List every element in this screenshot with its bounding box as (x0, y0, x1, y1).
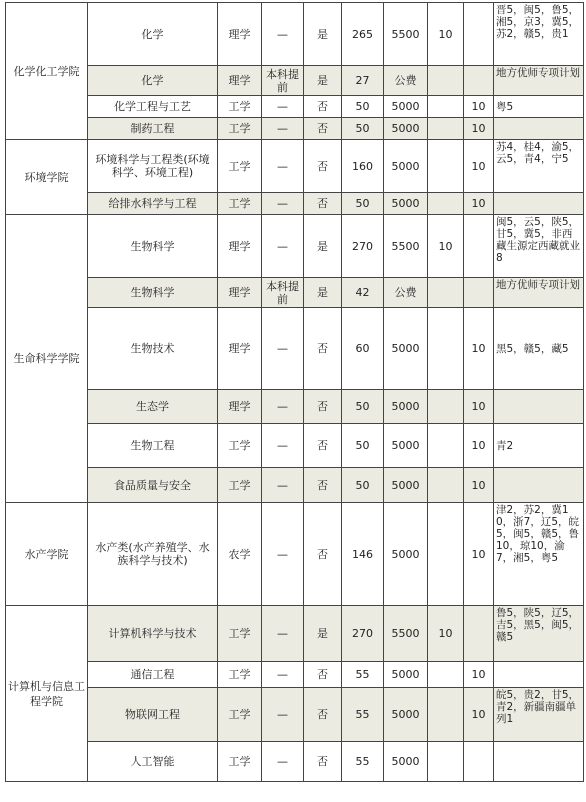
table-row (6, 468, 584, 503)
table-row (6, 96, 584, 118)
flag-cell: 否 (304, 424, 342, 468)
col8-cell: 10 (464, 118, 494, 140)
batch-cell: — (262, 140, 304, 193)
batch-cell: — (262, 118, 304, 140)
batch-cell: — (262, 390, 304, 424)
col7-cell (428, 424, 464, 468)
fee-cell: 5000 (384, 662, 428, 688)
major-cell: 环境科学与工程类(环境科学、环境工程) (88, 140, 218, 193)
batch-cell: — (262, 193, 304, 215)
batch-cell: — (262, 308, 304, 390)
table-row (6, 140, 584, 193)
category-cell: 工学 (218, 606, 262, 662)
note-cell: 津2，苏2，冀10，浙7，辽5，皖5，闽5，赣5，鲁10，琼10，渝7，湘5，粤5 (494, 503, 584, 606)
category-cell: 工学 (218, 96, 262, 118)
note-cell (494, 118, 584, 140)
category-cell: 工学 (218, 193, 262, 215)
note-cell: 地方优师专项计划 (494, 66, 584, 96)
major-cell: 制药工程 (88, 118, 218, 140)
category-cell: 理学 (218, 278, 262, 308)
col8-cell: 10 (464, 503, 494, 606)
score-cell: 55 (342, 688, 384, 742)
batch-cell: — (262, 468, 304, 503)
category-cell: 工学 (218, 118, 262, 140)
score-cell: 50 (342, 96, 384, 118)
batch-cell: — (262, 742, 304, 782)
college-name: 化学化工学院 (6, 3, 88, 140)
col7-cell (428, 278, 464, 308)
batch-cell: — (262, 606, 304, 662)
note-cell (494, 193, 584, 215)
major-cell: 生物工程 (88, 424, 218, 468)
note-cell (494, 390, 584, 424)
score-cell: 270 (342, 606, 384, 662)
batch-cell: 本科提前 (262, 66, 304, 96)
batch-cell: — (262, 215, 304, 278)
major-cell: 生态学 (88, 390, 218, 424)
major-cell: 通信工程 (88, 662, 218, 688)
score-cell: 55 (342, 742, 384, 782)
col8-cell: 10 (464, 468, 494, 503)
score-cell: 50 (342, 468, 384, 503)
table-row (6, 278, 584, 308)
note-cell: 闽5，云5，陕5，甘5，冀5，非西藏生源定西藏就业8 (494, 215, 584, 278)
college-name: 环境学院 (6, 140, 88, 215)
college-name: 生命科学学院 (6, 215, 88, 503)
flag-cell: 否 (304, 662, 342, 688)
col7-cell (428, 118, 464, 140)
score-cell: 160 (342, 140, 384, 193)
fee-cell: 5000 (384, 688, 428, 742)
flag-cell: 否 (304, 193, 342, 215)
score-cell: 55 (342, 662, 384, 688)
major-cell: 生物技术 (88, 308, 218, 390)
major-cell: 化学工程与工艺 (88, 96, 218, 118)
category-cell: 工学 (218, 468, 262, 503)
col7-cell: 10 (428, 3, 464, 66)
flag-cell: 否 (304, 118, 342, 140)
col7-cell: 10 (428, 606, 464, 662)
category-cell: 工学 (218, 688, 262, 742)
col7-cell (428, 688, 464, 742)
fee-cell: 5500 (384, 3, 428, 66)
batch-cell: — (262, 424, 304, 468)
score-cell: 50 (342, 118, 384, 140)
col8-cell: 10 (464, 424, 494, 468)
table-row (6, 308, 584, 390)
score-cell: 265 (342, 3, 384, 66)
note-cell: 青2 (494, 424, 584, 468)
category-cell: 理学 (218, 66, 262, 96)
flag-cell: 否 (304, 468, 342, 503)
col8-cell (464, 3, 494, 66)
fee-cell: 5500 (384, 215, 428, 278)
col7-cell (428, 662, 464, 688)
table-row (6, 215, 584, 278)
fee-cell: 5000 (384, 742, 428, 782)
flag-cell: 否 (304, 308, 342, 390)
note-cell (494, 662, 584, 688)
category-cell: 工学 (218, 742, 262, 782)
flag-cell: 否 (304, 742, 342, 782)
table-row (6, 66, 584, 96)
table-row (6, 503, 584, 606)
major-cell: 人工智能 (88, 742, 218, 782)
category-cell: 工学 (218, 662, 262, 688)
col7-cell (428, 140, 464, 193)
flag-cell: 是 (304, 3, 342, 66)
flag-cell: 否 (304, 688, 342, 742)
note-cell: 皖5，贵2，甘5，青2，新疆南疆单列1 (494, 688, 584, 742)
major-cell: 生物科学 (88, 278, 218, 308)
col8-cell: 10 (464, 688, 494, 742)
table-row (6, 193, 584, 215)
col8-cell (464, 66, 494, 96)
col8-cell: 10 (464, 308, 494, 390)
flag-cell: 是 (304, 606, 342, 662)
note-cell: 粤5 (494, 96, 584, 118)
col7-cell (428, 468, 464, 503)
col8-cell: 10 (464, 193, 494, 215)
score-cell: 146 (342, 503, 384, 606)
col8-cell (464, 215, 494, 278)
col7-cell (428, 308, 464, 390)
note-cell: 苏4，桂4，渝5，云5，青4，宁5 (494, 140, 584, 193)
table-row (6, 118, 584, 140)
note-cell (494, 468, 584, 503)
fee-cell: 5000 (384, 308, 428, 390)
college-name: 水产学院 (6, 503, 88, 606)
score-cell: 50 (342, 390, 384, 424)
table-row (6, 424, 584, 468)
fee-cell: 5000 (384, 468, 428, 503)
col7-cell (428, 390, 464, 424)
note-cell: 晋5，闽5，鲁5，湘5，京3，冀5，苏2，赣5，贵1 (494, 3, 584, 66)
major-cell: 食品质量与安全 (88, 468, 218, 503)
col8-cell: 10 (464, 662, 494, 688)
major-cell: 水产类(水产养殖学、水族科学与技术) (88, 503, 218, 606)
col7-cell (428, 503, 464, 606)
score-cell: 27 (342, 66, 384, 96)
category-cell: 工学 (218, 140, 262, 193)
fee-cell: 5500 (384, 606, 428, 662)
col7-cell: 10 (428, 215, 464, 278)
note-cell: 地方优师专项计划 (494, 278, 584, 308)
major-cell: 生物科学 (88, 215, 218, 278)
category-cell: 理学 (218, 308, 262, 390)
table-row (6, 390, 584, 424)
col8-cell: 10 (464, 140, 494, 193)
major-cell: 计算机科学与技术 (88, 606, 218, 662)
flag-cell: 否 (304, 140, 342, 193)
note-cell: 鲁5，陕5，辽5，吉5，黑5，闽5，赣5 (494, 606, 584, 662)
col7-cell (428, 193, 464, 215)
col7-cell (428, 66, 464, 96)
batch-cell: — (262, 96, 304, 118)
college-name: 计算机与信息工程学院 (6, 606, 88, 782)
fee-cell: 5000 (384, 424, 428, 468)
flag-cell: 否 (304, 390, 342, 424)
flag-cell: 否 (304, 96, 342, 118)
major-cell: 给排水科学与工程 (88, 193, 218, 215)
category-cell: 理学 (218, 390, 262, 424)
col7-cell (428, 742, 464, 782)
enrollment-table (5, 2, 584, 782)
batch-cell: — (262, 662, 304, 688)
table-row (6, 742, 584, 782)
fee-cell: 公费 (384, 66, 428, 96)
col8-cell (464, 606, 494, 662)
flag-cell: 是 (304, 66, 342, 96)
major-cell: 物联网工程 (88, 688, 218, 742)
fee-cell: 公费 (384, 278, 428, 308)
table-row (6, 3, 584, 66)
table-row (6, 606, 584, 662)
flag-cell: 否 (304, 503, 342, 606)
fee-cell: 5000 (384, 390, 428, 424)
fee-cell: 5000 (384, 193, 428, 215)
category-cell: 农学 (218, 503, 262, 606)
fee-cell: 5000 (384, 118, 428, 140)
category-cell: 理学 (218, 3, 262, 66)
score-cell: 50 (342, 424, 384, 468)
table-row (6, 688, 584, 742)
fee-cell: 5000 (384, 503, 428, 606)
batch-cell: 本科提前 (262, 278, 304, 308)
major-cell: 化学 (88, 3, 218, 66)
col8-cell (464, 742, 494, 782)
note-cell: 黑5，赣5，藏5 (494, 308, 584, 390)
note-cell (494, 742, 584, 782)
fee-cell: 5000 (384, 140, 428, 193)
col8-cell (464, 278, 494, 308)
score-cell: 60 (342, 308, 384, 390)
major-cell: 化学 (88, 66, 218, 96)
col8-cell: 10 (464, 96, 494, 118)
fee-cell: 5000 (384, 96, 428, 118)
batch-cell: — (262, 3, 304, 66)
category-cell: 工学 (218, 424, 262, 468)
batch-cell: — (262, 503, 304, 606)
col7-cell (428, 96, 464, 118)
flag-cell: 是 (304, 278, 342, 308)
batch-cell: — (262, 688, 304, 742)
score-cell: 42 (342, 278, 384, 308)
score-cell: 50 (342, 193, 384, 215)
flag-cell: 是 (304, 215, 342, 278)
col8-cell: 10 (464, 390, 494, 424)
score-cell: 270 (342, 215, 384, 278)
category-cell: 理学 (218, 215, 262, 278)
table-row (6, 662, 584, 688)
